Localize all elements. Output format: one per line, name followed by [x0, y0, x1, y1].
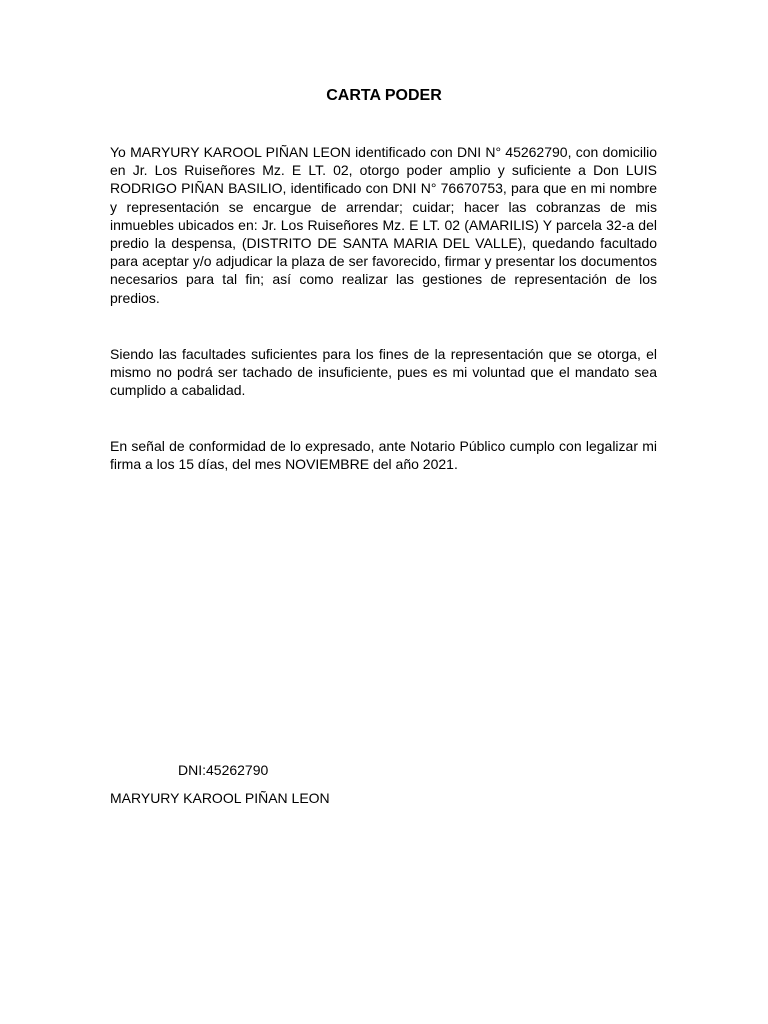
paragraph-conformity: En señal de conformidad de lo expresado, ante Notario Público cumplo con legalizar mi firma a los 15 días, del mes NOVIEMBRE del año 2021.	[110, 438, 657, 473]
document-title: CARTA PODER	[326, 87, 442, 104]
paragraph-sufficiency: Siendo las facultades suficientes para los fines de la representación que se otorga, el mismo no podrá ser tachado de insuficiente, pues es mi voluntad que el mandato sea cumplido a cabalidad.	[110, 346, 657, 399]
signature-dni: DNI:45262790	[178, 762, 269, 778]
signature-name: MARYURY KAROOL PIÑAN LEON	[110, 790, 330, 806]
paragraph-grant-of-power: Yo MARYURY KAROOL PIÑAN LEON identificado con DNI N° 45262790, con domicilio en Jr. Los Ruiseñores Mz. E LT. 02, otorgo poder amplio y suficiente a Don LUIS RODRIGO PIÑAN BASILIO, identificado con DNI N° 76670753, para que en mi nombre y representación se encargue de arrendar; cuidar; hacer las cobranzas de mis inmuebles ubicados en: Jr. Los Ruiseñores Mz. E LT. 02 (AMARILIS) Y parcela 32-a del predio la despensa, (DISTRITO DE SANTA MARIA DEL VALLE), quedando facultado para aceptar y/o adjudicar la plaza de ser favorecido, firmar y presentar los documentos necesarios para tal fin; así como realizar las gestiones de representación de los predios.	[110, 144, 657, 306]
